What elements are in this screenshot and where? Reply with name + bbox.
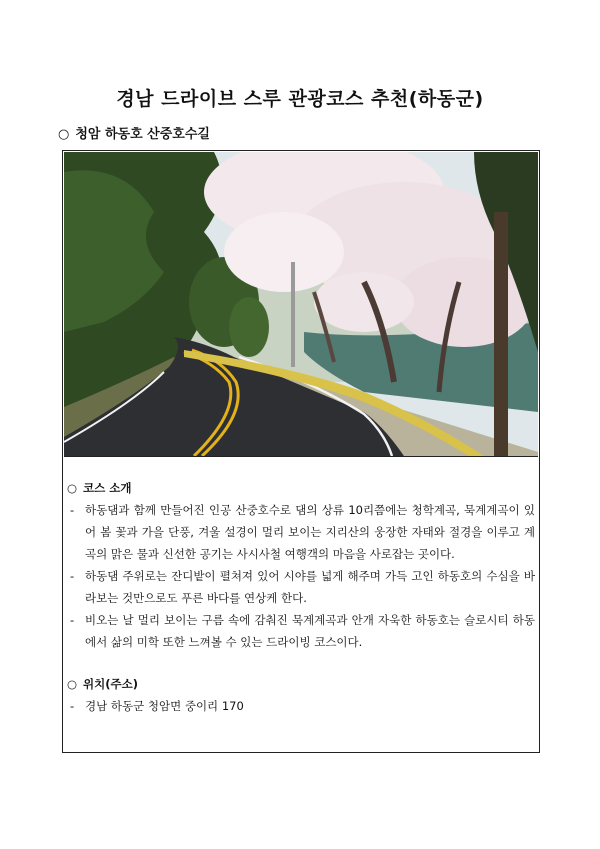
dash-icon: - xyxy=(70,613,75,627)
document-title: 경남 드라이브 스루 관광코스 추천(하동군) xyxy=(116,88,484,110)
cherry-blossom-road-photo xyxy=(64,152,538,457)
circle-bullet-icon: ○ xyxy=(67,481,78,495)
list-item: - 비오는 날 멀리 보이는 구름 속에 감춰진 묵계계곡과 안개 자욱한 하동호는 슬로시티 하동에서 삶의 미학 또한 느껴볼 수 있는 드라이빙 코스이다. xyxy=(67,609,535,653)
content-area xyxy=(67,477,535,717)
location-list xyxy=(67,695,535,717)
dash-icon: - xyxy=(70,699,75,713)
course-description-list xyxy=(67,499,535,653)
section-heading xyxy=(58,123,210,142)
location-heading: ○ 위치(주소) xyxy=(67,673,535,695)
circle-bullet-icon: ○ xyxy=(58,127,70,142)
dash-icon: - xyxy=(70,503,75,517)
list-item: - 하동댐 주위로는 잔디밭이 펼쳐져 있어 시야를 넓게 해주며 가득 고인 하동호의 수심을 바라보는 것만으로도 푸른 바다를 연상케 한다. xyxy=(67,565,535,609)
address-item: - 경남 하동군 청암면 중이리 170 xyxy=(67,695,535,717)
circle-bullet-icon: ○ xyxy=(67,677,78,691)
course-box xyxy=(62,150,540,753)
dash-icon: - xyxy=(70,569,75,583)
list-item: - 하동댐과 함께 만들어진 인공 산중호수로 댐의 상류 10리쯤에는 청학계곡, 묵계계곡이 있어 봄 꽃과 가을 단풍, 겨울 설경이 멀리 보이는 지리산의 웅장한 자태와 절경을 이루고 계곡의 맑은 물과 신선한 공기는 사시사철 여행객의 마음을 사로잡는 곳이다. xyxy=(67,499,535,565)
section-heading-text: 청암 하동호 산중호수길 xyxy=(75,127,210,142)
course-heading: ○ 코스 소개 xyxy=(67,477,535,499)
